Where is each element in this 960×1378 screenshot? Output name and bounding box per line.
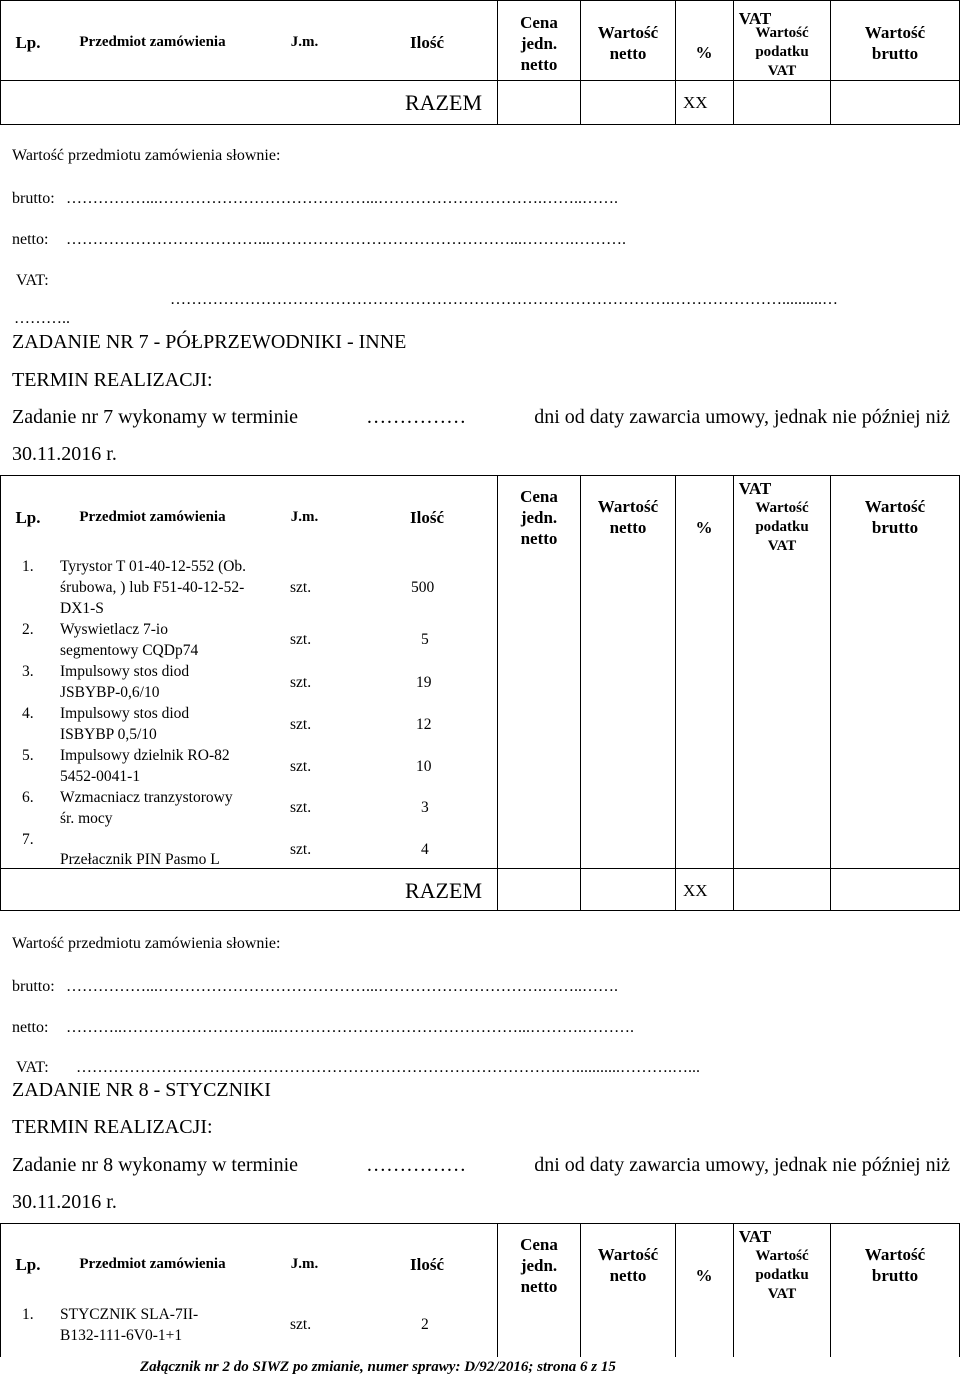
col-procent: % [695,518,713,537]
col-cena: Cena jedn. netto [520,487,558,548]
row-number: 5. [22,747,34,764]
item-name: Impulsowy stos diod ISBYBP 0,5/10 [60,705,190,743]
brutto-dots: ……………...…………………………………...………………………….……..……. [66,190,618,207]
item-qty: 10 [416,758,432,775]
col-jm: J.m. [290,509,319,525]
col-jm: J.m. [290,34,319,50]
item-qty: 19 [416,674,432,691]
item-name: Przełacznik PIN Pasmo L [60,851,220,868]
brutto-dots: ……………...…………………………………...………………………….……..……. [66,978,618,995]
item-jm: szt. [290,674,312,691]
col-wartosc-netto: Wartość netto [597,23,659,63]
col-wartosc-netto: Wartość netto [597,1245,659,1285]
col-wartosc-podatku: Wartość podatku VAT [755,25,809,79]
row-number: 4. [22,705,34,722]
item-name: Impulsowy dzielnik RO-82 5452-0041-1 [60,747,230,785]
item-jm: szt. [290,1316,312,1333]
col-procent: % [695,1266,713,1285]
zadanie7-title: ZADANIE NR 7 - PÓŁPRZEWODNIKI - INNE [12,331,407,353]
col-wartosc-brutto: Wartość brutto [864,23,926,63]
netto-dots: ………………………………...………………………………………...……….………. [66,231,626,248]
vat-dots: ……………………………………………………………………………….…...........……….…... [76,1059,700,1076]
item-name: STYCZNIK SLA-7II-B132-111-6V0-1+1 [60,1306,199,1344]
zadanie8-termin: TERMIN REALIZACJI: [12,1116,213,1138]
col-procent: % [695,43,713,62]
col-ilosc: Ilość [410,33,444,52]
col-wartosc-podatku: Wartość podatku VAT [755,1248,809,1302]
slownie-label: Wartość przedmiotu zamówienia słownie: [12,935,281,952]
item-qty: 2 [421,1316,429,1333]
row-number: 3. [22,663,34,680]
item-qty: 4 [421,841,429,858]
col-vat: VAT [738,479,772,498]
item-qty: 3 [421,799,429,816]
netto-label: netto: [12,231,49,248]
zadanie7-date: 30.11.2016 r. [12,443,117,465]
row-number: 1. [22,558,34,575]
item-name: Wyswietlacz 7-io segmentowy CQDp74 [60,621,199,659]
col-lp: Lp. [15,33,41,52]
row-number: 1. [22,1306,34,1323]
razem-label: RAZEM [405,878,482,903]
item-qty: 12 [416,716,432,733]
item-qty: 500 [411,579,435,596]
col-ilosc: Ilość [410,1255,444,1274]
col-vat: VAT [738,1227,772,1246]
col-vat: VAT [738,9,772,28]
col-lp: Lp. [15,1255,41,1274]
vat-label: VAT: [16,1059,49,1076]
item-qty: 5 [421,631,429,648]
vat-dots: ………………………………………………………………………………….…………………..........… [170,291,838,308]
col-cena: Cena jedn. netto [520,1235,558,1296]
col-cena: Cena jedn. netto [520,13,558,74]
netto-dots: ………..………………………...………………………………………...……….………. [66,1019,634,1036]
slownie-label: Wartość przedmiotu zamówienia słownie: [12,147,281,164]
item-name: Tyrystor T 01-40-12-552 (Ob. śrubowa, ) lub F51-40-12-52-DX1-S [60,558,247,617]
col-jm: J.m. [290,1256,319,1272]
xx-marker: XX [683,881,708,900]
vat-label: VAT: [16,272,49,289]
page-footer: Załącznik nr 2 do SIWZ po zmianie, numer sprawy: D/92/2016; strona 6 z 15 [140,1359,616,1375]
col-przedmiot: Przedmiot zamówienia [79,1256,226,1272]
netto-label: netto: [12,1019,49,1036]
col-wartosc-netto: Wartość netto [597,497,659,537]
col-przedmiot: Przedmiot zamówienia [79,34,226,50]
item-jm: szt. [290,579,312,596]
zadanie8-text: Zadanie nr 8 wykonamy w terminie …………… dni od daty zawarcia umowy, jednak nie później niż [12,1154,950,1176]
brutto-label: brutto: [12,978,55,995]
item-jm: szt. [290,758,312,775]
col-ilosc: Ilość [410,508,444,527]
row-number: 2. [22,621,34,638]
zadanie7-termin: TERMIN REALIZACJI: [12,369,213,391]
col-wartosc-brutto: Wartość brutto [864,497,926,537]
brutto-label: brutto: [12,190,55,207]
item-name: Impulsowy stos diod JSBYBP-0,6/10 [60,663,190,701]
item-jm: szt. [290,631,312,648]
row-number: 6. [22,789,34,806]
col-lp: Lp. [15,508,41,527]
item-jm: szt. [290,799,312,816]
zadanie8-date: 30.11.2016 r. [12,1191,117,1213]
item-jm: szt. [290,716,312,733]
zadanie8-title: ZADANIE NR 8 - STYCZNIKI [12,1079,271,1101]
row-number: 7. [22,831,34,848]
razem-label: RAZEM [405,90,482,115]
item-jm: szt. [290,841,312,858]
col-wartosc-brutto: Wartość brutto [864,1245,926,1285]
col-wartosc-podatku: Wartość podatku VAT [755,500,809,554]
vat-dots-cont: ……….. [14,310,70,327]
col-przedmiot: Przedmiot zamówienia [79,509,226,525]
zadanie7-text: Zadanie nr 7 wykonamy w terminie …………… dni od daty zawarcia umowy, jednak nie później niż [12,406,950,428]
item-name: Wzmacniacz tranzystorowy śr. mocy [60,789,233,827]
xx-marker: XX [683,93,708,112]
